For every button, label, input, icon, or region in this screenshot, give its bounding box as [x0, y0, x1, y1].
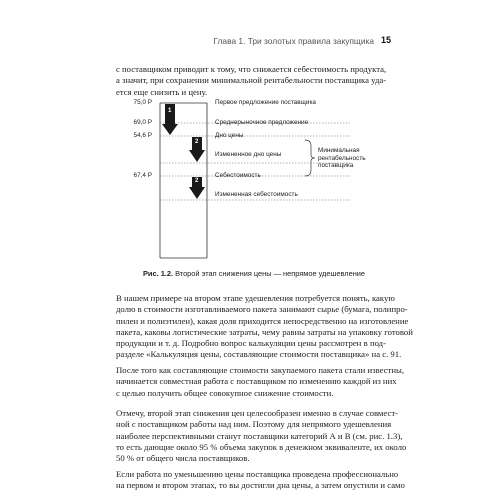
label-changed-cost: Измененная себестоимость [215, 191, 298, 198]
bracket-label [318, 147, 366, 170]
bracket-label-line: рентабельность [318, 154, 366, 162]
text-line: а значит, при сохранении минимальной рентабельности поставщика уда- [116, 75, 387, 86]
text-line: После того как составляющие стоимости закупаемого пакета стали известны, [116, 365, 404, 375]
figure-caption [143, 269, 365, 278]
arrow-1-number: 1 [168, 108, 172, 114]
text-line: долю в стоимости изготавливаемого пакета занимают сырье (бумага, полипро- [116, 304, 408, 315]
caption-number: Рис. 1.2. [143, 269, 174, 278]
text-line: В нашем примере на втором этапе удешевления потребуется понять, какую [116, 293, 395, 303]
price-cost: 67,4 Р [133, 172, 152, 179]
label-price-floor: Дно цены [215, 132, 244, 139]
chapter-title: Глава 1. Три золотых правила закупщика [213, 36, 374, 46]
caption-text: Второй этап снижения цены — непрямое удешевление [173, 269, 366, 278]
text-line: пилен и полиэтилен), какая доля приходится непосредственно на изготовление [116, 315, 409, 326]
bracket-label-line: Минимальная [318, 147, 360, 154]
text-line: ется еще снизить и цену. [116, 86, 208, 97]
paragraph-1 [116, 293, 413, 361]
bracket-label-line: поставщика [318, 162, 354, 170]
arrow-2b-head [189, 187, 205, 199]
paragraph-2 [116, 365, 404, 399]
price-floor: 54,6 Р [133, 132, 152, 139]
text-line: продукции и т. д. Подробно вопрос калькуляции цены рассмотрен в под- [116, 338, 386, 349]
text-line: Если работа по уменьшению цены поставщика проведена профессионально [116, 469, 399, 479]
text-line: на первом и втором этапах, то вы достигли дна цены, а затем опустили и само [116, 480, 405, 491]
text-line: то есть дающие около 95 % объема закупок в денежном эквиваленте, их около [116, 441, 407, 452]
label-market: Среднерыночное предложение [215, 119, 309, 126]
label-changed-floor: Измененное дно цены [215, 151, 282, 158]
arrow-2b-number: 2 [195, 178, 199, 184]
paragraph-3 [116, 408, 407, 464]
text-line: наиболее перспективными станут поставщики категорий А и В (см. рис. 1.3), [116, 430, 403, 441]
text-line: 50 % от общего числа поставщиков. [116, 453, 250, 464]
arrow-2a-number: 2 [195, 139, 199, 145]
label-cost: Себестоимость [215, 172, 261, 179]
bracket [305, 140, 315, 176]
price-first-offer: 75,0 Р [133, 99, 152, 106]
text-line: пакета, каковы логистические затраты, чему равны затраты на упаковку готовой [116, 326, 413, 337]
arrow-1-head [162, 124, 178, 135]
arrow-2a-head [189, 150, 205, 162]
text-line: ной с поставщиком работы над ним. Поэтому для непрямого удешевления [116, 419, 392, 430]
text-line: разделе «Калькуляция цены, составляющие стоимости поставщика» на с. 91. [116, 349, 402, 360]
text-line: с целью получить общее совокупное снижение стоимости. [116, 387, 334, 398]
price-market: 69,0 Р [133, 119, 152, 126]
page-number: 15 [381, 35, 392, 45]
text-line: Отмечу, второй этап снижения цен целесообразен именно в случае совмест- [116, 408, 399, 418]
paragraph-4 [116, 469, 405, 492]
label-first-offer: Первое предложение поставщика [215, 99, 316, 106]
text-line: начинается совместная работа с поставщиком по изменению каждой из них [116, 376, 397, 387]
text-line: с поставщиком приводит к тому, что снижается себестоимость продукта, [116, 64, 387, 74]
